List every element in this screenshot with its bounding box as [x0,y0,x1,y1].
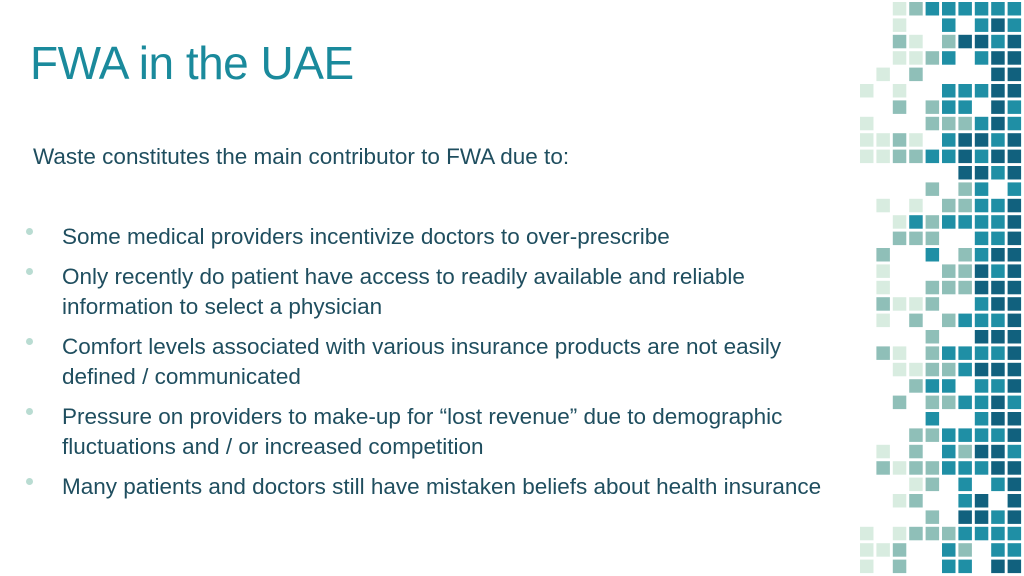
mosaic-square [1008,461,1022,475]
mosaic-square [991,18,1005,32]
mosaic-square [893,560,907,574]
mosaic-square [958,478,972,492]
bullet-text: Some medical providers incentivize doctors to over-prescribe [62,224,670,249]
mosaic-square [991,330,1005,344]
mosaic-square [860,560,874,574]
mosaic-square [860,150,874,164]
mosaic-square [958,346,972,360]
mosaic-square [958,248,972,262]
mosaic-square [860,133,874,147]
mosaic-square [942,133,956,147]
mosaic-square [942,527,956,541]
mosaic-square [975,363,989,377]
mosaic-square [909,199,923,213]
mosaic-square [958,100,972,114]
mosaic-square [991,232,1005,246]
mosaic-square [942,35,956,49]
bullet-item [26,472,856,502]
mosaic-square [926,297,940,311]
mosaic-square [991,166,1005,180]
mosaic-square [893,363,907,377]
mosaic-square [893,494,907,508]
mosaic-square [893,51,907,64]
mosaic-square [958,445,972,459]
mosaic-square [1008,543,1022,557]
mosaic-square [975,248,989,262]
mosaic-square [1008,396,1022,410]
mosaic-square [991,133,1005,147]
mosaic-square [909,51,923,64]
mosaic-square [958,264,972,278]
mosaic-square [926,248,940,262]
mosaic-square [1008,199,1022,213]
mosaic-square [909,150,923,164]
mosaic-square [893,543,907,557]
mosaic-square [893,396,907,410]
mosaic-square [958,510,972,524]
mosaic-square [1008,330,1022,344]
mosaic-square [975,166,989,180]
mosaic-square [876,346,890,360]
mosaic-square [942,215,956,229]
mosaic-square [926,478,940,492]
mosaic-square [1008,51,1022,64]
mosaic-square [1008,428,1022,442]
mosaic-square [1008,560,1022,574]
bullet-dot-icon [26,408,33,415]
mosaic-square [991,560,1005,574]
mosaic-square [893,150,907,164]
mosaic-square [926,100,940,114]
mosaic-square [876,297,890,311]
mosaic-square [975,412,989,426]
mosaic-square [909,445,923,459]
mosaic-square [942,428,956,442]
mosaic-square [893,297,907,311]
mosaic-square [1008,68,1022,82]
bullet-dot-icon [26,268,33,275]
mosaic-square [1008,346,1022,360]
mosaic-square [926,428,940,442]
mosaic-square [1008,363,1022,377]
mosaic-square [942,461,956,475]
bullet-text: Only recently do patient have access to readily available and reliable information to select a physician [62,264,745,319]
mosaic-square [991,297,1005,311]
mosaic-square [876,543,890,557]
bullet-text: Many patients and doctors still have mistaken beliefs about health insurance [62,474,822,499]
mosaic-square [1008,412,1022,426]
mosaic-square [893,18,907,32]
mosaic-square [926,117,940,131]
mosaic-square [893,100,907,114]
mosaic-square [893,2,907,16]
mosaic-square [975,346,989,360]
mosaic-square [991,199,1005,213]
mosaic-square [1008,18,1022,32]
mosaic-square [926,363,940,377]
mosaic-square [975,297,989,311]
mosaic-square [909,363,923,377]
mosaic-square [893,527,907,541]
mosaic-square [1008,527,1022,541]
mosaic-square [926,182,940,196]
mosaic-square [1008,314,1022,328]
mosaic-square [975,215,989,229]
slide-title: FWA in the UAE [30,37,354,89]
mosaic-square [942,560,956,574]
mosaic-square [991,51,1005,64]
mosaic-square [991,35,1005,49]
mosaic-square [926,51,940,64]
mosaic-square [975,264,989,278]
mosaic-square [975,84,989,98]
mosaic-square [1008,133,1022,147]
mosaic-square [926,232,940,246]
mosaic-square [991,264,1005,278]
mosaic-square [975,510,989,524]
mosaic-square [975,527,989,541]
mosaic-square [1008,100,1022,114]
mosaic-square [942,281,956,295]
mosaic-square [991,510,1005,524]
mosaic-square [909,461,923,475]
mosaic-square [926,461,940,475]
mosaic-square [876,314,890,328]
mosaic-square [1008,297,1022,311]
mosaic-square [942,199,956,213]
mosaic-square [1008,379,1022,393]
mosaic-square [1008,150,1022,164]
mosaic-square [909,494,923,508]
mosaic-square [926,510,940,524]
mosaic-square [958,150,972,164]
mosaic-square [975,494,989,508]
mosaic-square [926,412,940,426]
mosaic-square [893,35,907,49]
mosaic-square [1008,232,1022,246]
mosaic-square [991,346,1005,360]
mosaic-square [942,264,956,278]
mosaic-square [942,363,956,377]
mosaic-square [909,35,923,49]
mosaic-square [860,84,874,98]
mosaic-square [909,314,923,328]
mosaic-square [975,461,989,475]
mosaic-square [1008,494,1022,508]
mosaic-square [860,117,874,131]
mosaic-square [991,379,1005,393]
mosaic-square [991,461,1005,475]
mosaic-square [876,199,890,213]
mosaic-square [958,166,972,180]
mosaic-square [958,117,972,131]
bullet-item [26,332,856,392]
bullet-dot-icon [26,338,33,345]
mosaic-square [991,215,1005,229]
mosaic-square [975,117,989,131]
mosaic-square [926,150,940,164]
mosaic-square [926,527,940,541]
bullet-item [26,222,856,252]
mosaic-square [942,150,956,164]
mosaic-square [975,150,989,164]
mosaic-square [1008,182,1022,196]
mosaic-square [975,330,989,344]
mosaic-square [876,150,890,164]
mosaic-square [1008,215,1022,229]
mosaic-square [909,527,923,541]
mosaic-square [958,314,972,328]
mosaic-square [1008,264,1022,278]
mosaic-square [958,281,972,295]
mosaic-square [926,379,940,393]
mosaic-square [991,543,1005,557]
mosaic-square [893,133,907,147]
mosaic-square [958,494,972,508]
mosaic-square [975,18,989,32]
mosaic-square [958,543,972,557]
mosaic-square [958,215,972,229]
mosaic-square [876,68,890,82]
mosaic-square [942,314,956,328]
mosaic-square [958,428,972,442]
mosaic-square [942,18,956,32]
mosaic-square [876,248,890,262]
mosaic-square [926,281,940,295]
mosaic-square [991,84,1005,98]
mosaic-square [991,396,1005,410]
mosaic-square [958,396,972,410]
mosaic-square [1008,2,1022,16]
bullet-dot-icon [26,478,33,485]
mosaic-square [893,346,907,360]
mosaic-square [991,314,1005,328]
mosaic-square [876,461,890,475]
mosaic-square [991,100,1005,114]
mosaic-square [942,117,956,131]
mosaic-square [860,527,874,541]
mosaic-square [876,445,890,459]
mosaic-square [991,527,1005,541]
mosaic-square [926,330,940,344]
mosaic-square [909,297,923,311]
mosaic-square [958,182,972,196]
mosaic-square [1008,281,1022,295]
mosaic-square [942,100,956,114]
mosaic-square [893,215,907,229]
bullet-list [26,222,856,512]
mosaic-square [1008,478,1022,492]
mosaic-square [909,215,923,229]
mosaic-square [975,281,989,295]
mosaic-square [1008,117,1022,131]
mosaic-square [909,232,923,246]
mosaic-square [1008,166,1022,180]
mosaic-square [942,396,956,410]
mosaic-square [958,84,972,98]
mosaic-square [975,428,989,442]
mosaic-square [893,461,907,475]
mosaic-square [975,199,989,213]
mosaic-square [942,543,956,557]
mosaic-square [991,428,1005,442]
mosaic-square [975,182,989,196]
mosaic-square [991,68,1005,82]
mosaic-square [975,445,989,459]
mosaic-square [958,527,972,541]
mosaic-square [876,281,890,295]
mosaic-square [942,51,956,64]
mosaic-square [1008,445,1022,459]
mosaic-square [991,363,1005,377]
bullet-dot-icon [26,228,33,235]
mosaic-square [909,478,923,492]
mosaic-square [958,363,972,377]
mosaic-square [942,379,956,393]
mosaic-square [958,35,972,49]
mosaic-square [975,2,989,16]
mosaic-square [1008,248,1022,262]
mosaic-square [991,412,1005,426]
mosaic-square [1008,35,1022,49]
mosaic-square [942,2,956,16]
mosaic-square [991,478,1005,492]
mosaic-square [1008,84,1022,98]
bullet-text: Comfort levels associated with various insurance products are not easily defined / communicated [62,334,782,389]
mosaic-square [942,346,956,360]
mosaic-square [860,543,874,557]
mosaic-square [991,2,1005,16]
mosaic-square [975,232,989,246]
mosaic-square [958,199,972,213]
mosaic-square [926,346,940,360]
mosaic-square [876,264,890,278]
mosaic-square [991,150,1005,164]
mosaic-square [893,232,907,246]
mosaic-square [909,133,923,147]
bullet-item [26,262,856,322]
mosaic-square [909,428,923,442]
mosaic-square [909,379,923,393]
mosaic-square [876,133,890,147]
mosaic-square [926,215,940,229]
mosaic-square [926,2,940,16]
mosaic-square [975,133,989,147]
mosaic-square [991,117,1005,131]
mosaic-square [942,84,956,98]
mosaic-square [975,314,989,328]
mosaic-square [958,560,972,574]
mosaic-square [958,461,972,475]
mosaic-square [926,396,940,410]
mosaic-square [958,133,972,147]
bullet-text: Pressure on providers to make-up for “lost revenue” due to demographic fluctuations and / or increased competition [62,404,783,459]
mosaic-square [1008,510,1022,524]
mosaic-square [975,379,989,393]
mosaic-square [893,84,907,98]
mosaic-square [991,281,1005,295]
mosaic-square [909,68,923,82]
intro-text: Waste constitutes the main contributor to FWA due to: [33,144,570,169]
mosaic-square [975,51,989,64]
mosaic-square [942,445,956,459]
mosaic-square [958,2,972,16]
mosaic-square [975,396,989,410]
mosaic-square [975,35,989,49]
bullet-item [26,402,856,462]
mosaic-square [991,445,1005,459]
mosaic-square [909,2,923,16]
mosaic-square [991,248,1005,262]
